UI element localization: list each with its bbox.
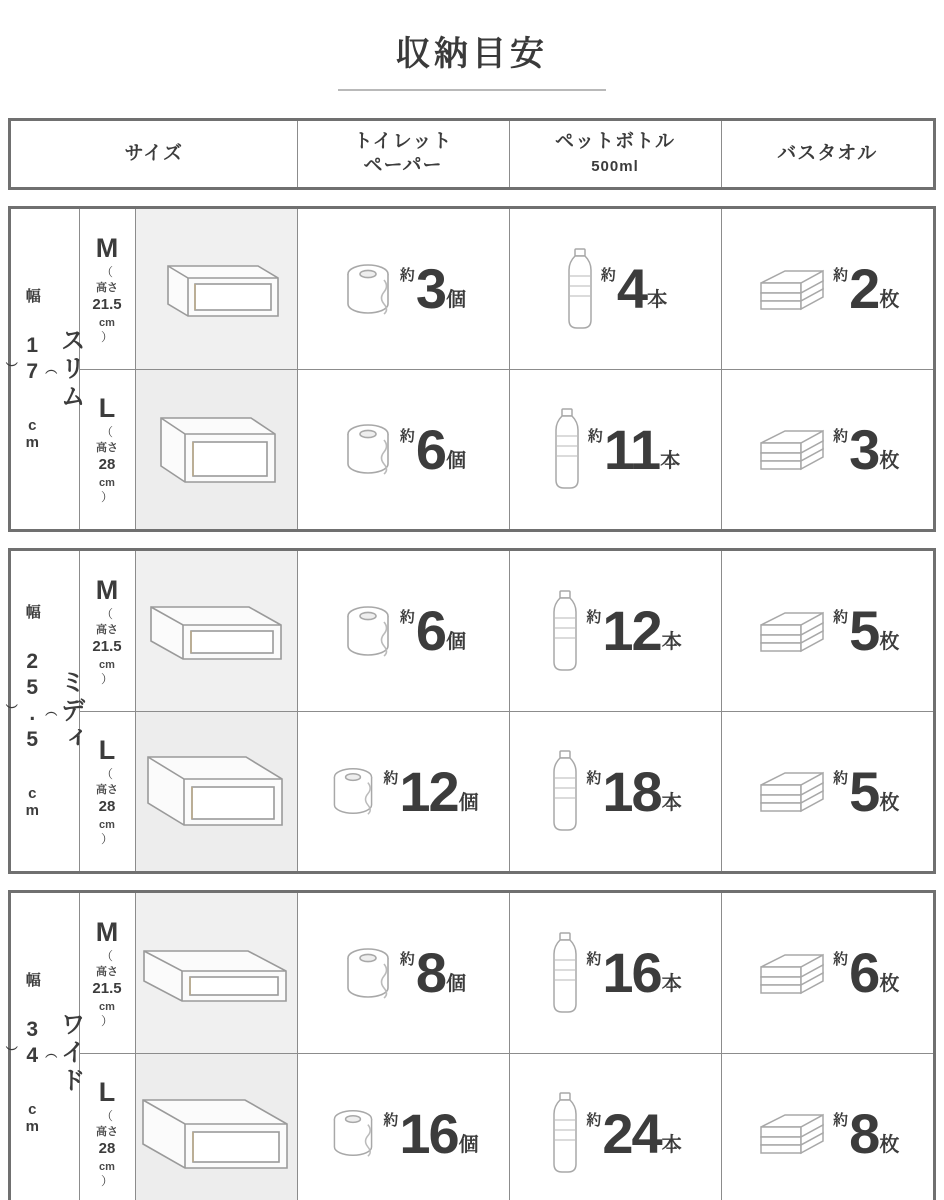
amount-towel [833,417,900,481]
size-cell-slim-m: M （ 高さ 21.5 cm ） [79,209,135,369]
group-label-slim: スリム （ 幅 17 cm ） [11,209,79,529]
box-icon-wrap [136,246,297,332]
approx-label: 約 [399,267,415,285]
count-value: 8 [415,941,446,1005]
product-image-wide-m [135,893,297,1053]
table-row [11,209,933,369]
amount-bottle [600,257,668,321]
amount-toilet-paper [399,257,467,321]
group-label-wide: ワイド （ 幅 34 cm ） [11,893,79,1200]
header-toilet-paper [297,121,509,187]
amount-bottle [586,1101,682,1165]
group-width-value: 34 [20,1017,44,1070]
cell-towel-wide-l [721,1053,933,1200]
unit-label: 本 [647,289,668,312]
header-size [11,121,297,187]
page-title: 収納目安 [338,26,606,91]
cell-bottle-wide-m [509,893,721,1053]
cell-toilet-paper-midi-l [297,711,509,871]
count-value: 6 [415,417,446,481]
plastic-bottle-icon [548,1090,582,1176]
plastic-bottle-icon [550,406,584,492]
plastic-bottle-icon [548,930,582,1016]
unit-label: 枚 [879,289,900,312]
group-width-unit: cm [23,1100,41,1135]
storage-drawer-box-icon [147,400,285,498]
title-container [0,0,944,91]
height-value: 21.5 [92,295,122,313]
header-bottle-label: ペットボトル [554,131,675,153]
group-block-midi [4,548,936,874]
amount-bottle [586,941,682,1005]
unit-label: 個 [446,449,467,472]
amount-towel [833,941,900,1005]
unit-label: 個 [458,1133,479,1156]
cell-bottle-slim-m [509,209,721,369]
group-name: スリム [57,327,86,411]
count-value: 12 [602,599,661,663]
count-value: 5 [849,599,879,663]
group-width-value: 17 [20,333,44,386]
table-row [11,711,933,871]
unit-label: 本 [661,1133,682,1156]
plastic-bottle-icon [548,588,582,674]
height-label: 高さ [96,442,118,455]
amount-towel [833,1101,900,1165]
cell-toilet-paper-midi-m [297,551,509,711]
table-row [11,1053,933,1200]
size-letter: L [98,1077,116,1108]
count-value: 6 [415,599,446,663]
approx-label: 約 [383,769,399,787]
cell-bottle-midi-m [509,551,721,711]
group-name: ミディ [57,669,86,753]
unit-label: 本 [661,791,682,814]
cell-toilet-paper-slim-l [297,369,509,529]
approx-label: 約 [586,951,602,969]
unit-label: 枚 [879,791,900,814]
unit-label: 個 [446,631,467,654]
product-image-midi-m [135,551,297,711]
unit-label: 枚 [879,973,900,996]
storage-drawer-box-icon [141,585,291,677]
cell-towel-slim-m [721,209,933,369]
amount-toilet-paper [383,759,479,823]
height-unit: cm [99,477,115,490]
count-value: 3 [415,257,446,321]
cell-towel-midi-l [721,711,933,871]
height-unit: cm [99,1000,115,1013]
group-width-label: 幅 [23,603,41,619]
amount-bottle [586,759,682,823]
amount-towel [833,759,900,823]
height-unit: cm [99,819,115,832]
group-name: ワイド [57,1011,86,1095]
height-label: 高さ [96,1126,118,1139]
unit-label: 枚 [879,631,900,654]
size-letter: L [98,735,116,766]
amount-toilet-paper [383,1101,479,1165]
cell-toilet-paper-wide-l [297,1053,509,1200]
height-value: 21.5 [92,979,122,997]
height-unit: cm [99,658,115,671]
folded-towel-stack-icon [755,763,829,819]
toilet-paper-roll-icon [327,761,379,821]
approx-label: 約 [600,267,616,285]
group-width-label: 幅 [23,287,41,303]
product-image-slim-m [135,209,297,369]
approx-label: 約 [586,1111,602,1129]
toilet-paper-roll-icon [340,600,396,662]
count-value: 24 [602,1101,661,1165]
size-letter: M [95,916,119,947]
size-letter: L [98,393,116,424]
approx-label: 約 [586,769,602,787]
table-header-row [11,121,933,187]
table-row [11,369,933,529]
unit-label: 本 [661,973,682,996]
count-value: 2 [849,257,879,321]
header-towel-label: バスタオル [777,143,878,165]
product-image-midi-l [135,711,297,871]
count-value: 5 [849,759,879,823]
cell-bottle-slim-l [509,369,721,529]
group-label-midi: ミディ （ 幅 25.5 cm ） [11,551,79,871]
plastic-bottle-icon [563,246,597,332]
product-image-slim-l [135,369,297,529]
storage-drawer-box-icon [150,246,282,332]
approx-label: 約 [399,951,415,969]
storage-drawer-box-icon [138,927,294,1019]
height-unit: cm [99,1161,115,1174]
unit-label: 本 [660,449,681,472]
storage-drawer-box-icon [140,739,292,843]
cell-bottle-midi-l [509,711,721,871]
header-size-label: サイズ [124,143,183,165]
amount-bottle [586,599,682,663]
height-value: 21.5 [92,637,122,655]
amount-toilet-paper [399,599,467,663]
toilet-paper-roll-icon [327,1103,379,1163]
table-row [11,551,933,711]
cell-towel-wide-m [721,893,933,1053]
approx-label: 約 [586,609,602,627]
product-image-wide-l [135,1053,297,1200]
count-value: 16 [399,1101,458,1165]
group-block-wide [4,890,936,1200]
folded-towel-stack-icon [755,421,829,477]
group-width-unit: cm [23,416,41,451]
count-value: 8 [849,1101,879,1165]
header-bottle-sub: 500ml [591,158,639,175]
unit-label: 個 [458,791,479,814]
height-value: 28 [98,798,116,816]
header-towel [721,121,933,187]
approx-label: 約 [587,427,603,445]
group-width-label: 幅 [23,971,41,987]
amount-toilet-paper [399,417,467,481]
header-bottle [509,121,721,187]
size-cell-slim-l: L （ 高さ 28 cm ） [79,369,135,529]
approx-label: 約 [383,1111,399,1129]
count-value: 12 [399,759,458,823]
unit-label: 枚 [879,1133,900,1156]
height-unit: cm [99,316,115,329]
unit-label: 個 [446,289,467,312]
plastic-bottle-icon [548,748,582,834]
unit-label: 個 [446,973,467,996]
folded-towel-stack-icon [755,261,829,317]
size-cell-wide-m: M （ 高さ 21.5 cm ） [79,893,135,1053]
count-value: 16 [602,941,661,1005]
table-header-block [8,118,936,190]
unit-label: 枚 [879,449,900,472]
count-value: 11 [603,417,660,481]
amount-towel [833,599,900,663]
height-label: 高さ [96,281,118,294]
approx-label: 約 [833,769,849,787]
amount-towel [833,257,900,321]
toilet-paper-roll-icon [340,942,396,1004]
header-toilet-paper-label: トイレット [353,131,453,153]
approx-label: 約 [833,267,849,285]
group-width-unit: cm [23,784,41,819]
height-value: 28 [98,1140,116,1158]
cell-bottle-wide-l [509,1053,721,1200]
storage-drawer-box-icon [137,1080,295,1186]
toilet-paper-roll-icon [340,418,396,480]
toilet-paper-roll-icon [340,258,396,320]
amount-bottle [587,417,681,481]
group-width-value: 25.5 [20,649,44,754]
header-toilet-paper-sub: ペーパー [363,155,443,176]
approx-label: 約 [399,427,415,445]
cell-toilet-paper-slim-m [297,209,509,369]
folded-towel-stack-icon [755,945,829,1001]
storage-capacity-table [4,118,936,1200]
approx-label: 約 [833,609,849,627]
cell-toilet-paper-wide-m [297,893,509,1053]
height-value: 28 [98,456,116,474]
height-label: 高さ [96,623,118,636]
count-value: 18 [602,759,661,823]
approx-label: 約 [399,609,415,627]
count-value: 3 [849,417,879,481]
folded-towel-stack-icon [755,1105,829,1161]
size-cell-midi-l: L （ 高さ 28 cm ） [79,711,135,871]
folded-towel-stack-icon [755,603,829,659]
size-letter: M [95,232,119,263]
table-row [11,893,933,1053]
cell-towel-slim-l [721,369,933,529]
size-letter: M [95,574,119,605]
height-label: 高さ [96,784,118,797]
unit-label: 本 [661,631,682,654]
approx-label: 約 [833,951,849,969]
count-value: 4 [616,257,647,321]
cell-towel-midi-m [721,551,933,711]
size-cell-midi-m: M （ 高さ 21.5 cm ） [79,551,135,711]
group-block-slim [4,206,936,532]
approx-label: 約 [833,1111,849,1129]
size-cell-wide-l: L （ 高さ 28 cm ） [79,1053,135,1200]
approx-label: 約 [833,427,849,445]
count-value: 6 [849,941,879,1005]
amount-toilet-paper [399,941,467,1005]
height-label: 高さ [96,965,118,978]
